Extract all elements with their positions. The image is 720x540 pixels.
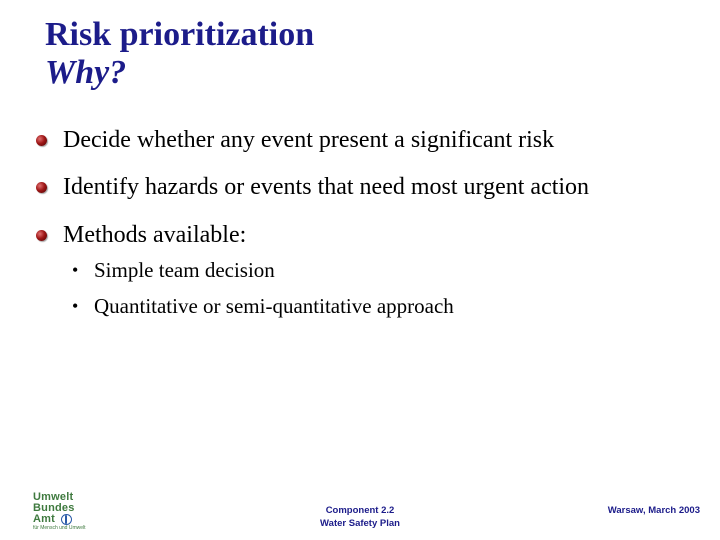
logo-line-3	[33, 514, 93, 525]
logo-line-2: Bundes	[33, 502, 75, 514]
bullet-item	[36, 126, 554, 154]
bullet-dot-icon	[36, 135, 47, 146]
bullet-dot-icon	[36, 230, 47, 241]
bullet-text: Decide whether any event present a significant risk	[63, 127, 555, 153]
bullet-item	[36, 173, 589, 201]
footer-component-line-2: Water Safety Plan	[320, 518, 400, 529]
footer-date: Warsaw, March 2003	[607, 505, 700, 516]
bullet-item	[36, 221, 246, 249]
globe-icon	[61, 514, 72, 525]
sub-bullet-item	[72, 293, 454, 319]
umweltbundesamt-logo	[33, 492, 93, 536]
bullet-text: Methods available:	[63, 222, 247, 248]
logo-line-1: Umwelt	[33, 491, 74, 503]
bullet-text: Identify hazards or events that need most urgent action	[63, 174, 590, 200]
sub-bullet-mark: •	[72, 296, 79, 316]
sub-bullet-text: Simple team decision	[94, 258, 275, 282]
sub-bullet-text: Quantitative or semi-quantitative approach	[94, 294, 454, 318]
logo-line-3-text: Amt	[33, 513, 55, 525]
logo-tagline: für Mensch und Umwelt	[33, 525, 86, 531]
footer-component	[300, 504, 420, 530]
sub-bullet-item	[72, 257, 275, 283]
footer-component-line-1: Component 2.2	[325, 505, 395, 516]
sub-bullet-mark: •	[72, 260, 79, 280]
title-line-2: Why?	[45, 54, 127, 91]
bullet-dot-icon	[36, 182, 47, 193]
title-line-1: Risk prioritization	[45, 16, 315, 53]
